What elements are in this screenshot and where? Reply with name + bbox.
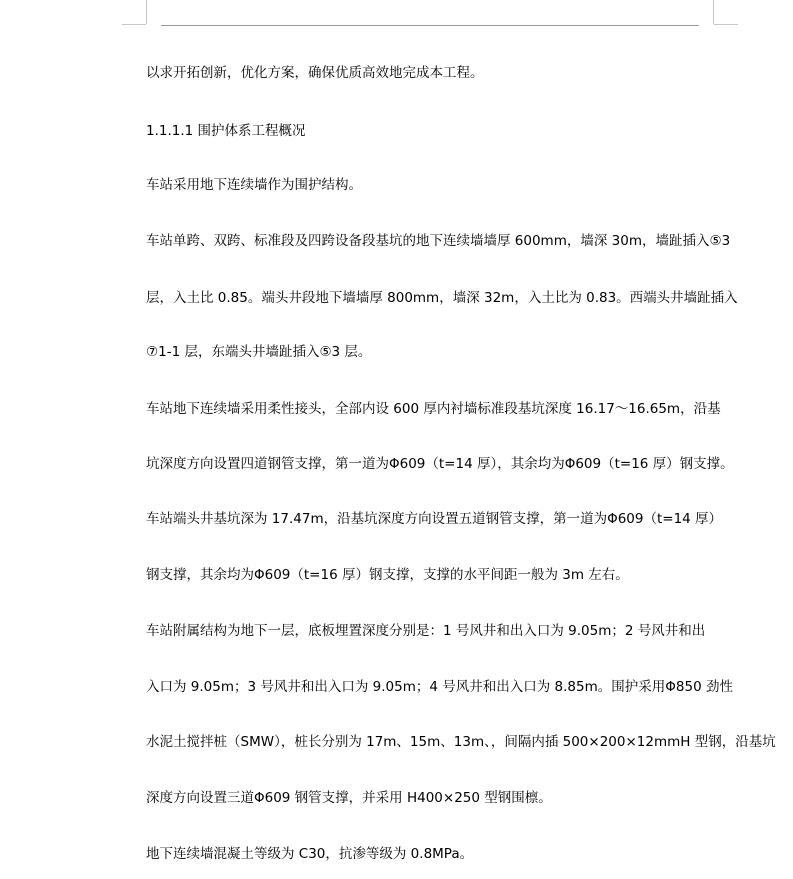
body-line-intro: 以求开拓创新，优化方案，确保优质高效地完成本工程。 bbox=[146, 65, 484, 81]
body-line: 车站采用地下连续墙作为围护结构。 bbox=[146, 177, 362, 193]
crop-mark-top-left-vertical bbox=[146, 0, 147, 24]
body-line: 地下连续墙混凝土等级为 C30，抗渗等级为 0.8MPa。 bbox=[146, 846, 474, 862]
body-line: 车站地下连续墙采用柔性接头，全部内设 600 厚内衬墙标准段基坑深度 16.17～16.65m，沿基 bbox=[146, 401, 721, 417]
body-line: 车站单跨、双跨、标准段及四跨设备段基坑的地下连续墙墙厚 600mm，墙深 30m，墙趾插入⑤3 bbox=[146, 233, 731, 249]
crop-mark-top-right-vertical bbox=[713, 0, 714, 24]
body-line: 坑深度方向设置四道钢管支撑，第一道为Φ609（t=14 厚），其余均为Φ609（t=16 厚）钢支撑。 bbox=[146, 456, 734, 472]
header-rule bbox=[161, 25, 699, 26]
body-line: 深度方向设置三道Φ609 钢管支撑，并采用 H400×250 型钢围檩。 bbox=[146, 790, 552, 806]
body-line: 钢支撑，其余均为Φ609（t=16 厚）钢支撑，支撑的水平间距一般为 3m 左右。 bbox=[146, 567, 629, 583]
body-line: 车站附属结构为地下一层，底板埋置深度分别是：1 号风井和出入口为 9.05m；2 号风井和出 bbox=[146, 623, 706, 639]
crop-mark-top-right-horizontal bbox=[714, 24, 738, 25]
section-heading: 1.1.1.1 围护体系工程概况 bbox=[146, 123, 306, 139]
body-line: 层，入土比 0.85。端头井段地下墙墙厚 800mm，墙深 32m，入土比为 0.83。西端头井墙趾插入 bbox=[146, 290, 738, 306]
body-line: ⑦1-1 层，东端头井墙趾插入⑤3 层。 bbox=[146, 344, 372, 360]
body-line: 入口为 9.05m；3 号风井和出入口为 9.05m；4 号风井和出入口为 8.85m。围护采用Φ850 劲性 bbox=[146, 679, 733, 695]
body-line: 水泥土搅拌桩（SMW），桩长分别为 17m、15m、13m、，间隔内插 500×200×12mmH 型钢，沿基坑 bbox=[146, 734, 776, 750]
body-line: 车站端头井基坑深为 17.47m，沿基坑深度方向设置五道钢管支撑，第一道为Φ609（t=14 厚） bbox=[146, 511, 723, 527]
crop-mark-top-left-horizontal bbox=[122, 24, 146, 25]
